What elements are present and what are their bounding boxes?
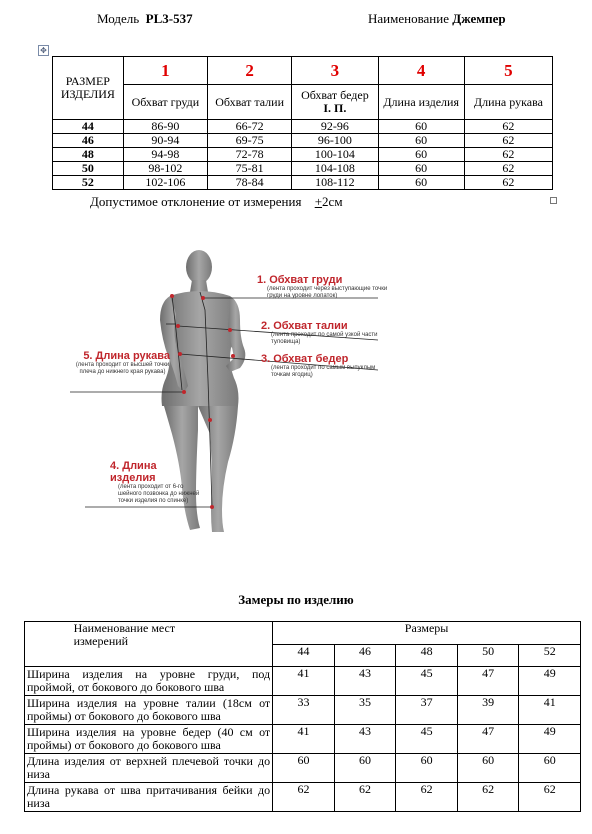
size-header: РАЗМЕР ИЗДЕЛИЯ: [60, 74, 115, 101]
measurement-name: Длина изделия от верхней плечевой точки до низа: [25, 754, 273, 783]
size-value-cell: 62: [464, 176, 552, 190]
measurement-diagram: [0, 230, 592, 550]
size-value-cell: 60: [378, 134, 464, 148]
col-header-sleeve: Длина рукава: [464, 85, 552, 120]
col-number-5: 5: [464, 57, 552, 85]
measurement-value: 60: [396, 754, 458, 783]
col-header-chest: Обхват груди: [123, 85, 207, 120]
size-value-cell: 60: [378, 162, 464, 176]
table-resize-handle[interactable]: [550, 197, 557, 204]
measurement-value: 60: [519, 754, 581, 783]
size-value-cell: 96-100: [292, 134, 378, 148]
size-row: [53, 176, 553, 190]
label-chest: [257, 274, 392, 300]
measurement-value: 35: [334, 696, 396, 725]
label-hips-sub: (лента проходит по самым выпуклым точкам ягодиц): [271, 365, 376, 378]
label-length: [110, 460, 205, 505]
model-label: Модель: [97, 11, 140, 26]
size-row: [53, 162, 553, 176]
measurement-value: 60: [273, 754, 335, 783]
measurement-value: 60: [457, 754, 519, 783]
label-sleeve: [75, 350, 170, 376]
label-length-sub: (лента проходит от 6-го шейного позвонка до нижней точки изделия по спинке): [118, 484, 200, 504]
measurement-row: [25, 667, 581, 696]
col-header-length: Длина изделия: [378, 85, 464, 120]
measurement-value: 41: [273, 725, 335, 754]
name-header-cell: [25, 622, 273, 667]
measurement-value: 60: [334, 754, 396, 783]
name-value: Джемпер: [452, 11, 506, 26]
size-value-cell: 69-75: [208, 134, 292, 148]
size-value-cell: 100-104: [292, 148, 378, 162]
size-value-cell: 60: [378, 176, 464, 190]
size-column-header: 46: [334, 645, 396, 667]
measurement-name: Ширина изделия на уровне груди, под проймой, от бокового до бокового шва: [25, 667, 273, 696]
size-cell: 50: [53, 162, 124, 176]
measurement-name: Ширина изделия на уровне бедер (40 см от проймы) от бокового до бокового шва: [25, 725, 273, 754]
measurement-value: 45: [396, 667, 458, 696]
measurement-value: 41: [519, 696, 581, 725]
size-column-header: 48: [396, 645, 458, 667]
size-row: [53, 134, 553, 148]
size-value-cell: 94-98: [123, 148, 207, 162]
size-cell: 52: [53, 176, 124, 190]
label-length-title: 4. Длина изделия: [110, 460, 157, 484]
measurement-value: 62: [519, 783, 581, 812]
col-header-hips-label: Обхват бедер: [301, 88, 369, 102]
col-number-2: 2: [208, 57, 292, 85]
measurement-value: 62: [457, 783, 519, 812]
size-value-cell: 78-84: [208, 176, 292, 190]
measurement-value: 43: [334, 725, 396, 754]
measurement-name: Ширина изделия на уровне талии (18см от проймы) от бокового до бокового шва: [25, 696, 273, 725]
measurement-value: 49: [519, 667, 581, 696]
name-header: [368, 11, 506, 27]
size-value-cell: 102-106: [123, 176, 207, 190]
measurement-row: [25, 725, 581, 754]
size-value-cell: 98-102: [123, 162, 207, 176]
size-value-cell: 60: [378, 120, 464, 134]
size-value-cell: 92-96: [292, 120, 378, 134]
measurement-value: 62: [273, 783, 335, 812]
label-waist-sub: (лента проходит по самой узкой части туловища): [271, 332, 378, 345]
size-value-cell: 104-108: [292, 162, 378, 176]
label-hips-title: 3. Обхват бедер: [261, 353, 349, 365]
measurement-value: 39: [457, 696, 519, 725]
measurement-value: 62: [334, 783, 396, 812]
name-header-text: Наименование мест измерений: [73, 621, 176, 648]
size-cell: 48: [53, 148, 124, 162]
measurement-row: [25, 783, 581, 812]
measurement-value: 47: [457, 667, 519, 696]
label-waist: [261, 320, 381, 346]
measurement-row: [25, 754, 581, 783]
measurement-value: 45: [396, 725, 458, 754]
size-row: [53, 148, 553, 162]
measurement-value: 37: [396, 696, 458, 725]
measurement-value: 33: [273, 696, 335, 725]
size-value-cell: 90-94: [123, 134, 207, 148]
model-header: [97, 11, 193, 27]
measurement-value: 49: [519, 725, 581, 754]
label-chest-title: 1. Обхват груди: [257, 274, 343, 286]
measurement-row: [25, 696, 581, 725]
col-number-3: 3: [292, 57, 378, 85]
size-value-cell: 66-72: [208, 120, 292, 134]
size-row: [53, 120, 553, 134]
size-column-header: 50: [457, 645, 519, 667]
sizes-header: Размеры: [273, 622, 581, 645]
measurement-value: 47: [457, 725, 519, 754]
label-chest-sub: (лента проходит через выступающие точки груди на уровне лопаток): [267, 286, 388, 299]
measurement-name: Длина рукава от шва притачивания бейки до низа: [25, 783, 273, 812]
measurement-value: 43: [334, 667, 396, 696]
product-measurements-table: [24, 621, 581, 812]
tolerance-pm: +: [314, 194, 323, 209]
label-sleeve-sub: (лента проходит от высшей точки плеча до нижнего края рукава): [75, 362, 170, 375]
size-value-cell: 62: [464, 120, 552, 134]
size-value-cell: 60: [378, 148, 464, 162]
col-number-1: 1: [123, 57, 207, 85]
measurement-value: 41: [273, 667, 335, 696]
size-value-cell: 108-112: [292, 176, 378, 190]
size-column-header: 44: [273, 645, 335, 667]
size-value-cell: 62: [464, 134, 552, 148]
tolerance-text: Допустимое отклонение от измерения: [90, 194, 302, 209]
size-value-cell: 62: [464, 148, 552, 162]
size-cell: 44: [53, 120, 124, 134]
size-value-cell: 62: [464, 162, 552, 176]
size-value-cell: 72-78: [208, 148, 292, 162]
label-hips: [261, 353, 381, 379]
table-move-handle-icon[interactable]: ✥: [38, 45, 49, 56]
size-value-cell: 75-81: [208, 162, 292, 176]
col-number-4: 4: [378, 57, 464, 85]
size-value-cell: 86-90: [123, 120, 207, 134]
measurement-value: 62: [396, 783, 458, 812]
tolerance-note: [90, 194, 343, 210]
col-header-hips: [292, 85, 378, 120]
product-measurements-title: Замеры по изделию: [238, 592, 354, 607]
name-label: Наименование: [368, 11, 449, 26]
tolerance-value: 2см: [322, 194, 343, 209]
label-waist-title: 2. Обхват талии: [261, 320, 348, 332]
size-cell: 46: [53, 134, 124, 148]
col-header-hips-suffix: I. П.: [323, 101, 347, 115]
size-header-cell: [53, 57, 124, 120]
model-value: PL3-537: [145, 11, 193, 26]
label-sleeve-title: 5. Длина рукава: [83, 350, 170, 362]
col-header-waist: Обхват талии: [208, 85, 292, 120]
size-table: [52, 56, 553, 190]
size-column-header: 52: [519, 645, 581, 667]
